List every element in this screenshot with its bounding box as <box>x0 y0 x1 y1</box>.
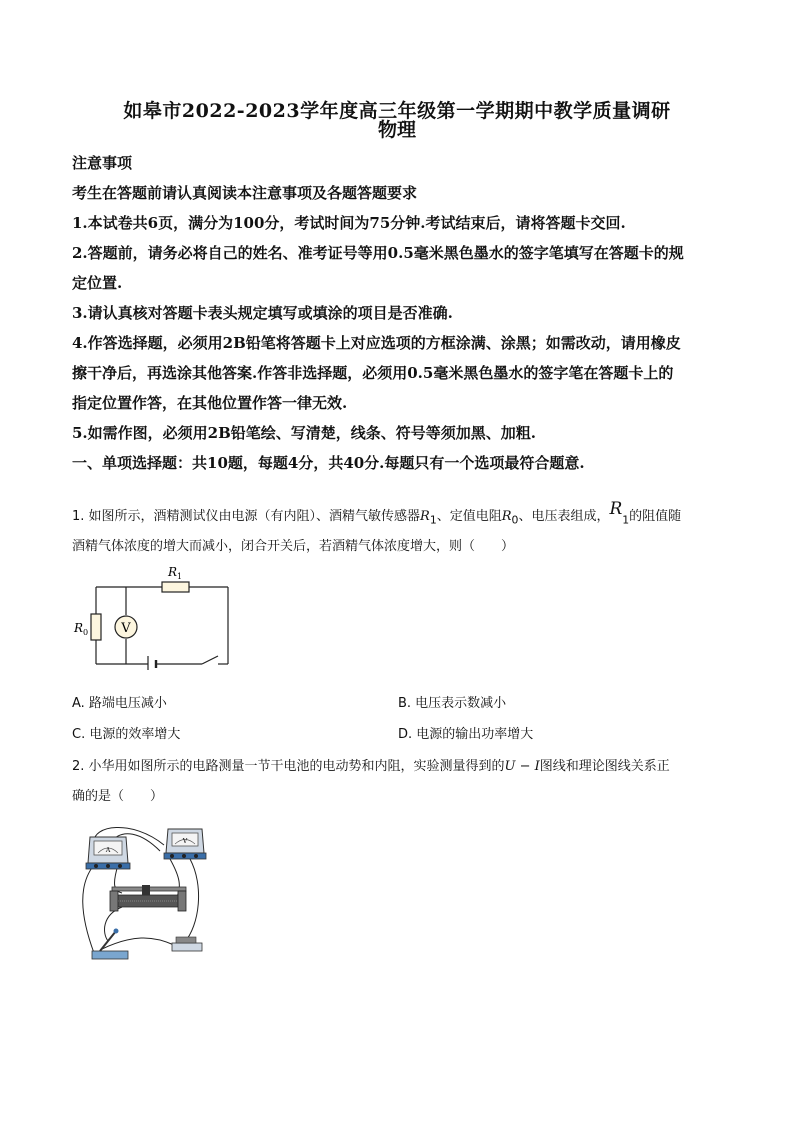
question-2 <box>72 752 724 812</box>
notes-item: 擦干净后，再选涂其他答案.作答非选择题，必须用0.5毫米黑色墨水的签字笔在答题卡上的 <box>72 364 674 382</box>
option-c[interactable]: C. 电源的效率增大 <box>72 727 181 742</box>
battery-holder-icon <box>172 937 202 951</box>
notes-intro: 考生在答题前请认真阅读本注意事项及各题答题要求 <box>72 184 418 202</box>
svg-text:A: A <box>105 847 111 854</box>
notes-item: 5.如需作图，必须用2B铅笔绘、写清楚，线条、符号等须加黑、加粗. <box>72 424 536 442</box>
option-a[interactable]: A. 路端电压减小 <box>72 696 167 711</box>
notes-item: 3.请认真核对答题卡表头规定填写或填涂的项目是否准确. <box>72 304 453 322</box>
r1-label: $R_1$ <box>168 565 183 581</box>
question-2-line-2: 确的是（ ） <box>72 789 164 804</box>
resistor-r1 <box>162 582 189 592</box>
notes-item: 定位置. <box>72 274 123 292</box>
notes-item: 1.本试卷共6页，满分为100分，考试时间为75分钟.考试结束后，请将答题卡交回. <box>72 214 626 232</box>
voltmeter-apparatus-icon <box>164 829 206 859</box>
notes-item: 4.作答选择题，必须用2B铅笔将答题卡上对应选项的方框涂满、涂黑；如需改动，请用橡皮 <box>72 334 681 352</box>
r0-label: $R_0$ <box>74 621 89 637</box>
option-b[interactable]: B. 电压表示数减小 <box>398 696 507 711</box>
option-d[interactable]: D. 电源的输出功率增大 <box>398 727 534 742</box>
question-2-line-1: 2. 小华用如图所示的电路测量一节干电池的电动势和内阻，实验测量得到的U − I图线和理论图线关系正 <box>72 759 670 774</box>
q1-circuit-diagram <box>72 560 242 670</box>
voltmeter-label: V <box>121 621 131 636</box>
question-1-line-1: 1. 如图所示，酒精测试仪由电源（有内阻）、酒精气敏传感器$R_1$、定值电阻$R_0$、电压表组成，$R_1$的阻值随 <box>72 499 682 527</box>
notes-heading: 注意事项 <box>72 154 133 172</box>
notes-item: 2.答题前，请务必将自己的姓名、准考证号等用0.5毫米黑色墨水的签字笔填写在答题卡的规 <box>72 244 684 262</box>
section-title: 一、单项选择题：共10题，每题4分，共40分.每题只有一个选项最符合题意. <box>72 454 585 472</box>
resistor-r0 <box>91 614 101 640</box>
question-1 <box>72 499 724 560</box>
battery-icon <box>148 656 156 670</box>
q2-apparatus-diagram <box>72 815 212 965</box>
rheostat-icon <box>110 885 186 911</box>
switch-icon <box>92 929 128 960</box>
ammeter-icon <box>86 837 130 869</box>
question-1-line-2: 酒精气体浓度的增大而减小，闭合开关后，若酒精气体浓度增大，则（ ） <box>72 538 515 554</box>
exam-notes <box>72 148 724 478</box>
svg-text:V: V <box>182 838 188 845</box>
exam-title: 如皋市2022-2023学年度高三年级第一学期期中教学质量调研 <box>123 100 671 122</box>
subject-name: 物理 <box>377 119 416 141</box>
notes-item: 指定位置作答，在其他位置作答一律无效. <box>72 394 348 412</box>
